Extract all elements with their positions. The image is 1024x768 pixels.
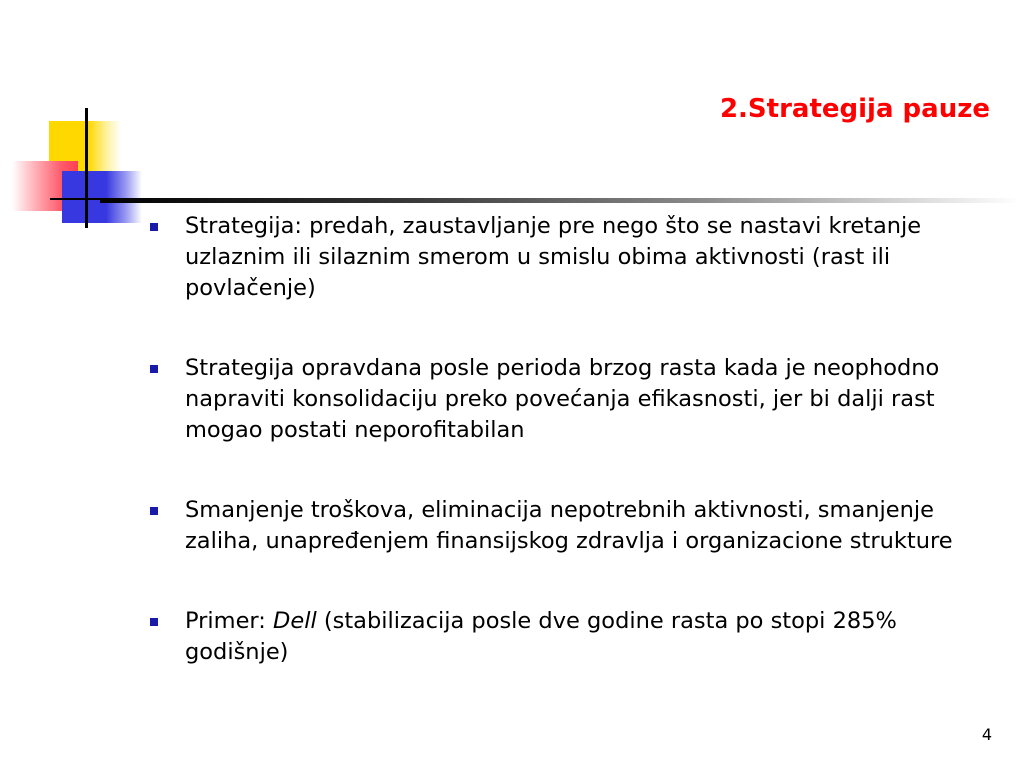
bullet-item — [148, 606, 958, 668]
square-bullet-icon — [150, 507, 158, 515]
page-number: 4 — [981, 725, 992, 744]
title-divider — [100, 198, 1020, 203]
square-bullet-icon — [150, 223, 158, 231]
bullet-prefix: Primer: — [185, 608, 274, 634]
bullet-text: Strategija opravdana posle perioda brzog rasta kada je neophodno napraviti konsolidaciju preko povećanja efikasnosti, jer bi dalji rast mogao postati neporofitabilan — [185, 355, 940, 443]
bullet-list — [148, 211, 958, 717]
bullet-suffix: (stabilizacija posle dve godine rasta po stopi 285% godišnje) — [185, 608, 897, 665]
bullet-text: Smanjenje troškova, eliminacija nepotrebnih aktivnosti, smanjenje zaliha, unapređenjem finansijskog zdravlja i organizacione strukture — [185, 497, 953, 554]
bullet-example-company: Dell — [273, 608, 317, 634]
logo-blue-square — [62, 171, 142, 223]
square-bullet-icon — [150, 365, 158, 373]
logo-horizontal-line — [50, 198, 105, 200]
bullet-item — [148, 353, 958, 446]
logo-vertical-line — [85, 108, 88, 228]
bullet-item — [148, 211, 958, 304]
slide-title: 2.Strategija pauze — [719, 94, 990, 124]
bullet-item — [148, 495, 958, 557]
bullet-text: Strategija: predah, zaustavljanje pre nego što se nastavi kretanje uzlaznim ili silaznim smerom u smislu obima aktivnosti (rast ili povlačenje) — [185, 213, 922, 301]
square-bullet-icon — [150, 618, 158, 626]
